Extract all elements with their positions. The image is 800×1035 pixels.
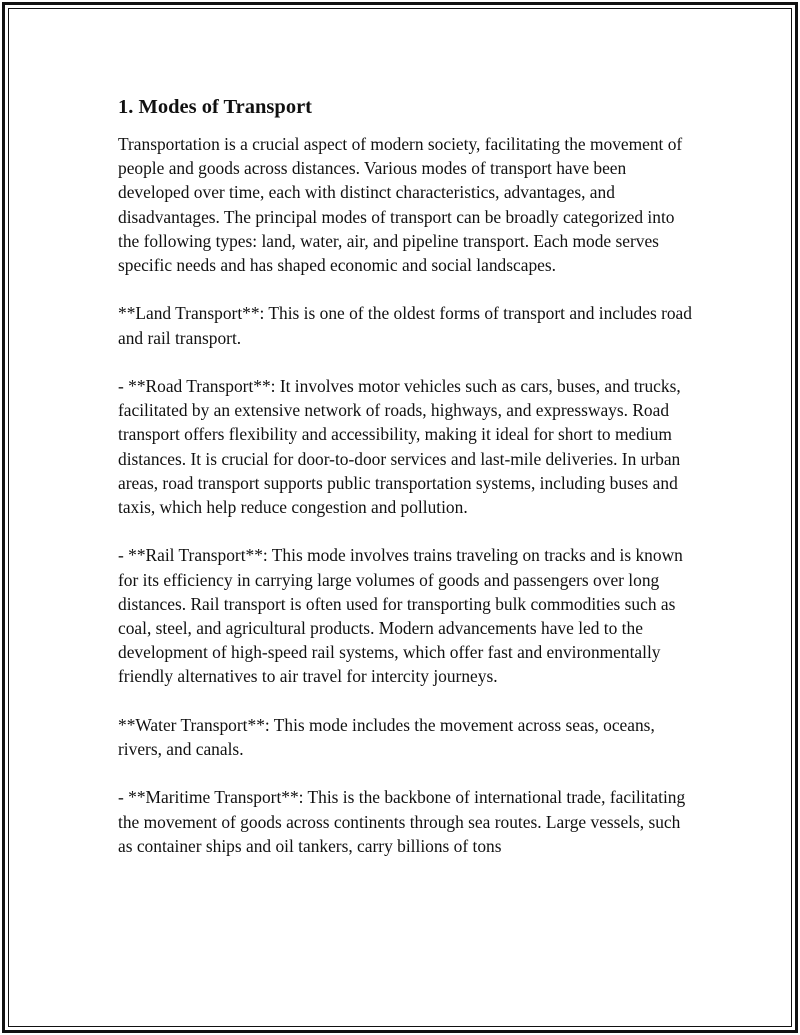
document-body bbox=[118, 94, 693, 882]
paragraph-road-transport: - **Road Transport**: It involves motor vehicles such as cars, buses, and trucks, facilitated by an extensive network of roads, highways, and expressways. Road transport offers flexibility and accessibility, making it ideal for short to medium distances. It is crucial for door-to-door services and last-mile deliveries. In urban areas, road transport supports public transportation systems, including buses and taxis, which help reduce congestion and pollution. bbox=[118, 376, 681, 518]
paragraph-rail-transport: - **Rail Transport**: This mode involves trains traveling on tracks and is known for its efficiency in carrying large volumes of goods and passengers over long distances. Rail transport is often used for transporting bulk commodities such as coal, steel, and agricultural products. Modern advancements have led to the development of high-speed rail systems, which offer fast and environmentally friendly alternatives to air travel for intercity journeys. bbox=[118, 545, 683, 687]
paragraph-water-transport: **Water Transport**: This mode includes the movement across seas, oceans, rivers, and canals. bbox=[118, 714, 655, 760]
paragraph-intro: Transportation is a crucial aspect of modern society, facilitating the movement of people and goods across distances. Various modes of transport have been developed over time, each with distinct characteristics, advantages, and disadvantages. The principal modes of transport can be broadly categorized into the following types: land, water, air, and pipeline transport. Each mode serves specific needs and has shaped economic and social landscapes. bbox=[118, 134, 683, 276]
paragraph-maritime-transport: - **Maritime Transport**: This is the backbone of international trade, facilitating the movement of goods across continents through sea routes. Large vessels, such as container ships and oil tankers, carry billions of tons bbox=[118, 787, 686, 856]
paragraph-land-transport: **Land Transport**: This is one of the oldest forms of transport and includes road and rail transport. bbox=[118, 303, 692, 348]
section-heading: 1. Modes of Transport bbox=[118, 96, 312, 118]
